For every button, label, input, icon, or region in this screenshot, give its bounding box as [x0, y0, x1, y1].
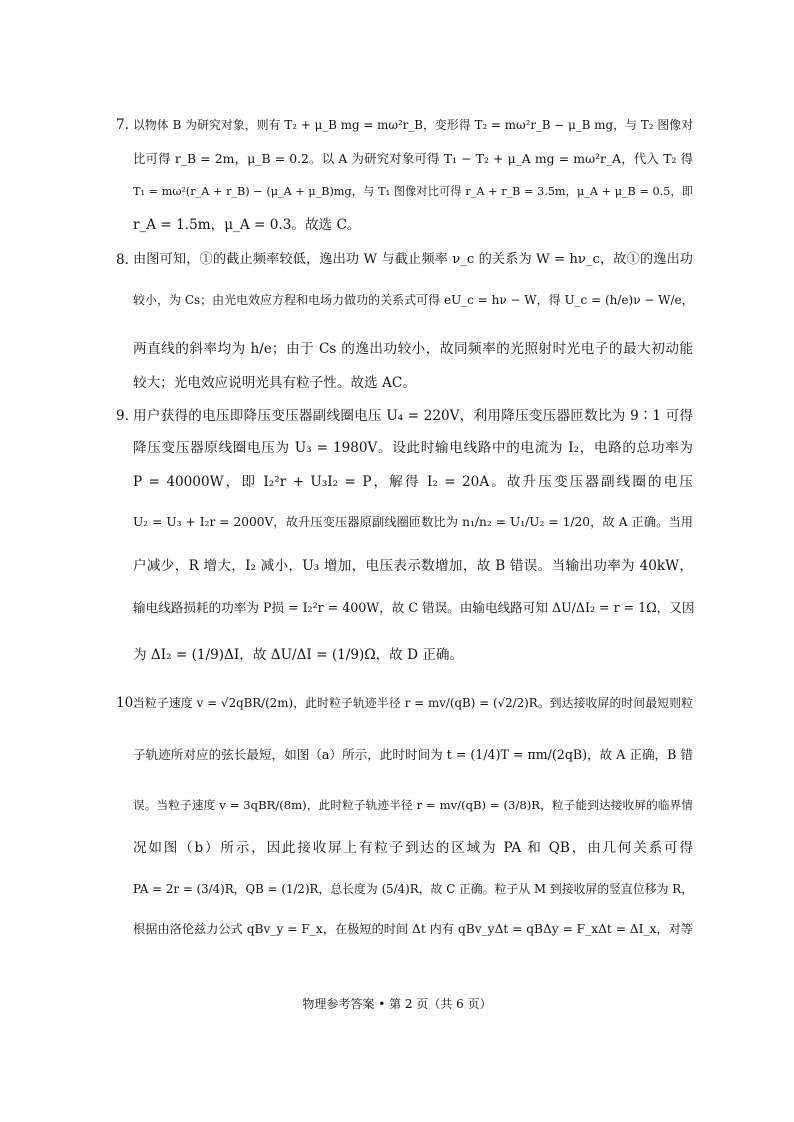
item-number: 9. — [116, 408, 129, 424]
item-number: 7. — [116, 117, 129, 133]
item-8-line-1: 由图可知，①的截止频率较低，逸出功 W 与截止频率 ν_c 的关系为 W = hν_c，故①的逸出功 — [133, 252, 693, 267]
item-number: 8. — [116, 252, 129, 268]
item-9-line-4: U₂ = U₃ + I₂r = 2000V，故升压变压器原副线圈匝数比为 n₁/n₂ = U₁/U₂ = 1/20，故 A 正确。当用 — [133, 515, 693, 529]
item-9-line-3: P = 40000W，即 I₂²r + U₃I₂ = P，解得 I₂ = 20A。故升压变压器副线圈的电压 — [133, 474, 693, 490]
item-8-line-2: 较小，为 Cs；由光电效应方程和电场力做功的关系式可得 eU_c = hν − W，得 U_c = (h/e)ν − W/e， — [133, 293, 694, 307]
item-7-line-4: r_A = 1.5m，μ_A = 0.3。故选 C。 — [133, 217, 361, 233]
item-7-line-2: 比可得 r_B = 2m，μ_B = 0.2。以 A 为研究对象可得 T₁ − T₂ + μ_A mg = mω²r_A，代入 T₂ 得 — [133, 151, 693, 166]
item-number: 10. — [116, 695, 138, 711]
item-10-line-5: PA = 2r = (3/4)R，QB = (1/2)R，总长度为 (5/4)R，故 C 正确。粒子从 M 到接收屏的竖直位移为 R， — [133, 882, 693, 896]
item-8-line-3: 两直线的斜率均为 h/e；由于 Cs 的逸出功较小，故同频率的光照射时光电子的最大初动能 — [133, 341, 693, 357]
item-9-line-1: 用户获得的电压即降压变压器副线圈电压 U₄ = 220V，利用降压变压器匝数比为 9∶1 可得 — [133, 408, 693, 424]
item-10-line-4: 况如图（b）所示，因此接收屏上有粒子到达的区域为 PA 和 QB，由几何关系可得 — [133, 840, 693, 856]
item-9-line-6: 输电线路损耗的功率为 P损 = I₂²r = 400W，故 C 错误。由输电线路可知 ΔU/ΔI₂ = r = 1Ω，又因 — [133, 600, 695, 615]
item-10-line-2: 子轨迹所对应的弦长最短，如图（a）所示，此时时间为 t = (1/4)T = πm/(2qB)，故 A 正确，B 错 — [133, 747, 693, 762]
item-8-line-4: 较大；光电效应说明光具有粒子性。故选 AC。 — [133, 375, 416, 391]
item-9-line-2: 降压变压器原线圈电压为 U₃ = 1980V。设此时输电线路中的电流为 I₂，电路的总功率为 — [133, 440, 693, 456]
item-9-line-5: 户减少，R 增大，I₂ 减小，U₃ 增加，电压表示数增加，故 B 错误。当输出功率为 40kW， — [133, 558, 693, 574]
item-10-line-3: 误。当粒子速度 v = 3qBR/(8m)，此时粒子轨迹半径 r = mv/(qB) = (3/8)R，粒子能到达接收屏的临界情 — [133, 798, 693, 812]
item-10-line-6: 根据由洛伦兹力公式 qBv_y = F_x，在极短的时间 Δt 内有 qBv_yΔt = qBΔy = F_xΔt = ΔI_x，对等 — [133, 922, 693, 936]
item-10-line-1: 当粒子速度 v = √2qBR/(2m)，此时粒子轨迹半径 r = mv/(qB) = (√2/2)R。到达接收屏的时间最短则粒 — [133, 696, 693, 710]
item-9-line-7: 为 ΔI₂ = (1/9)ΔI，故 ΔU/ΔI = (1/9)Ω，故 D 正确。 — [133, 647, 464, 663]
page-footer: 物理参考答案 • 第 2 页（共 6 页） — [302, 997, 492, 1011]
item-7-line-3: T₁ = mω²(r_A + r_B) − (μ_A + μ_B)mg，与 T₁ 图像对比可得 r_A + r_B = 3.5m，μ_A + μ_B = 0.5，即 — [133, 185, 693, 198]
item-7-line-1: 以物体 B 为研究对象，则有 T₂ + μ_B mg = mω²r_B，变形得 T₂ = mω²r_B − μ_B mg，与 T₂ 图像对 — [133, 118, 693, 132]
